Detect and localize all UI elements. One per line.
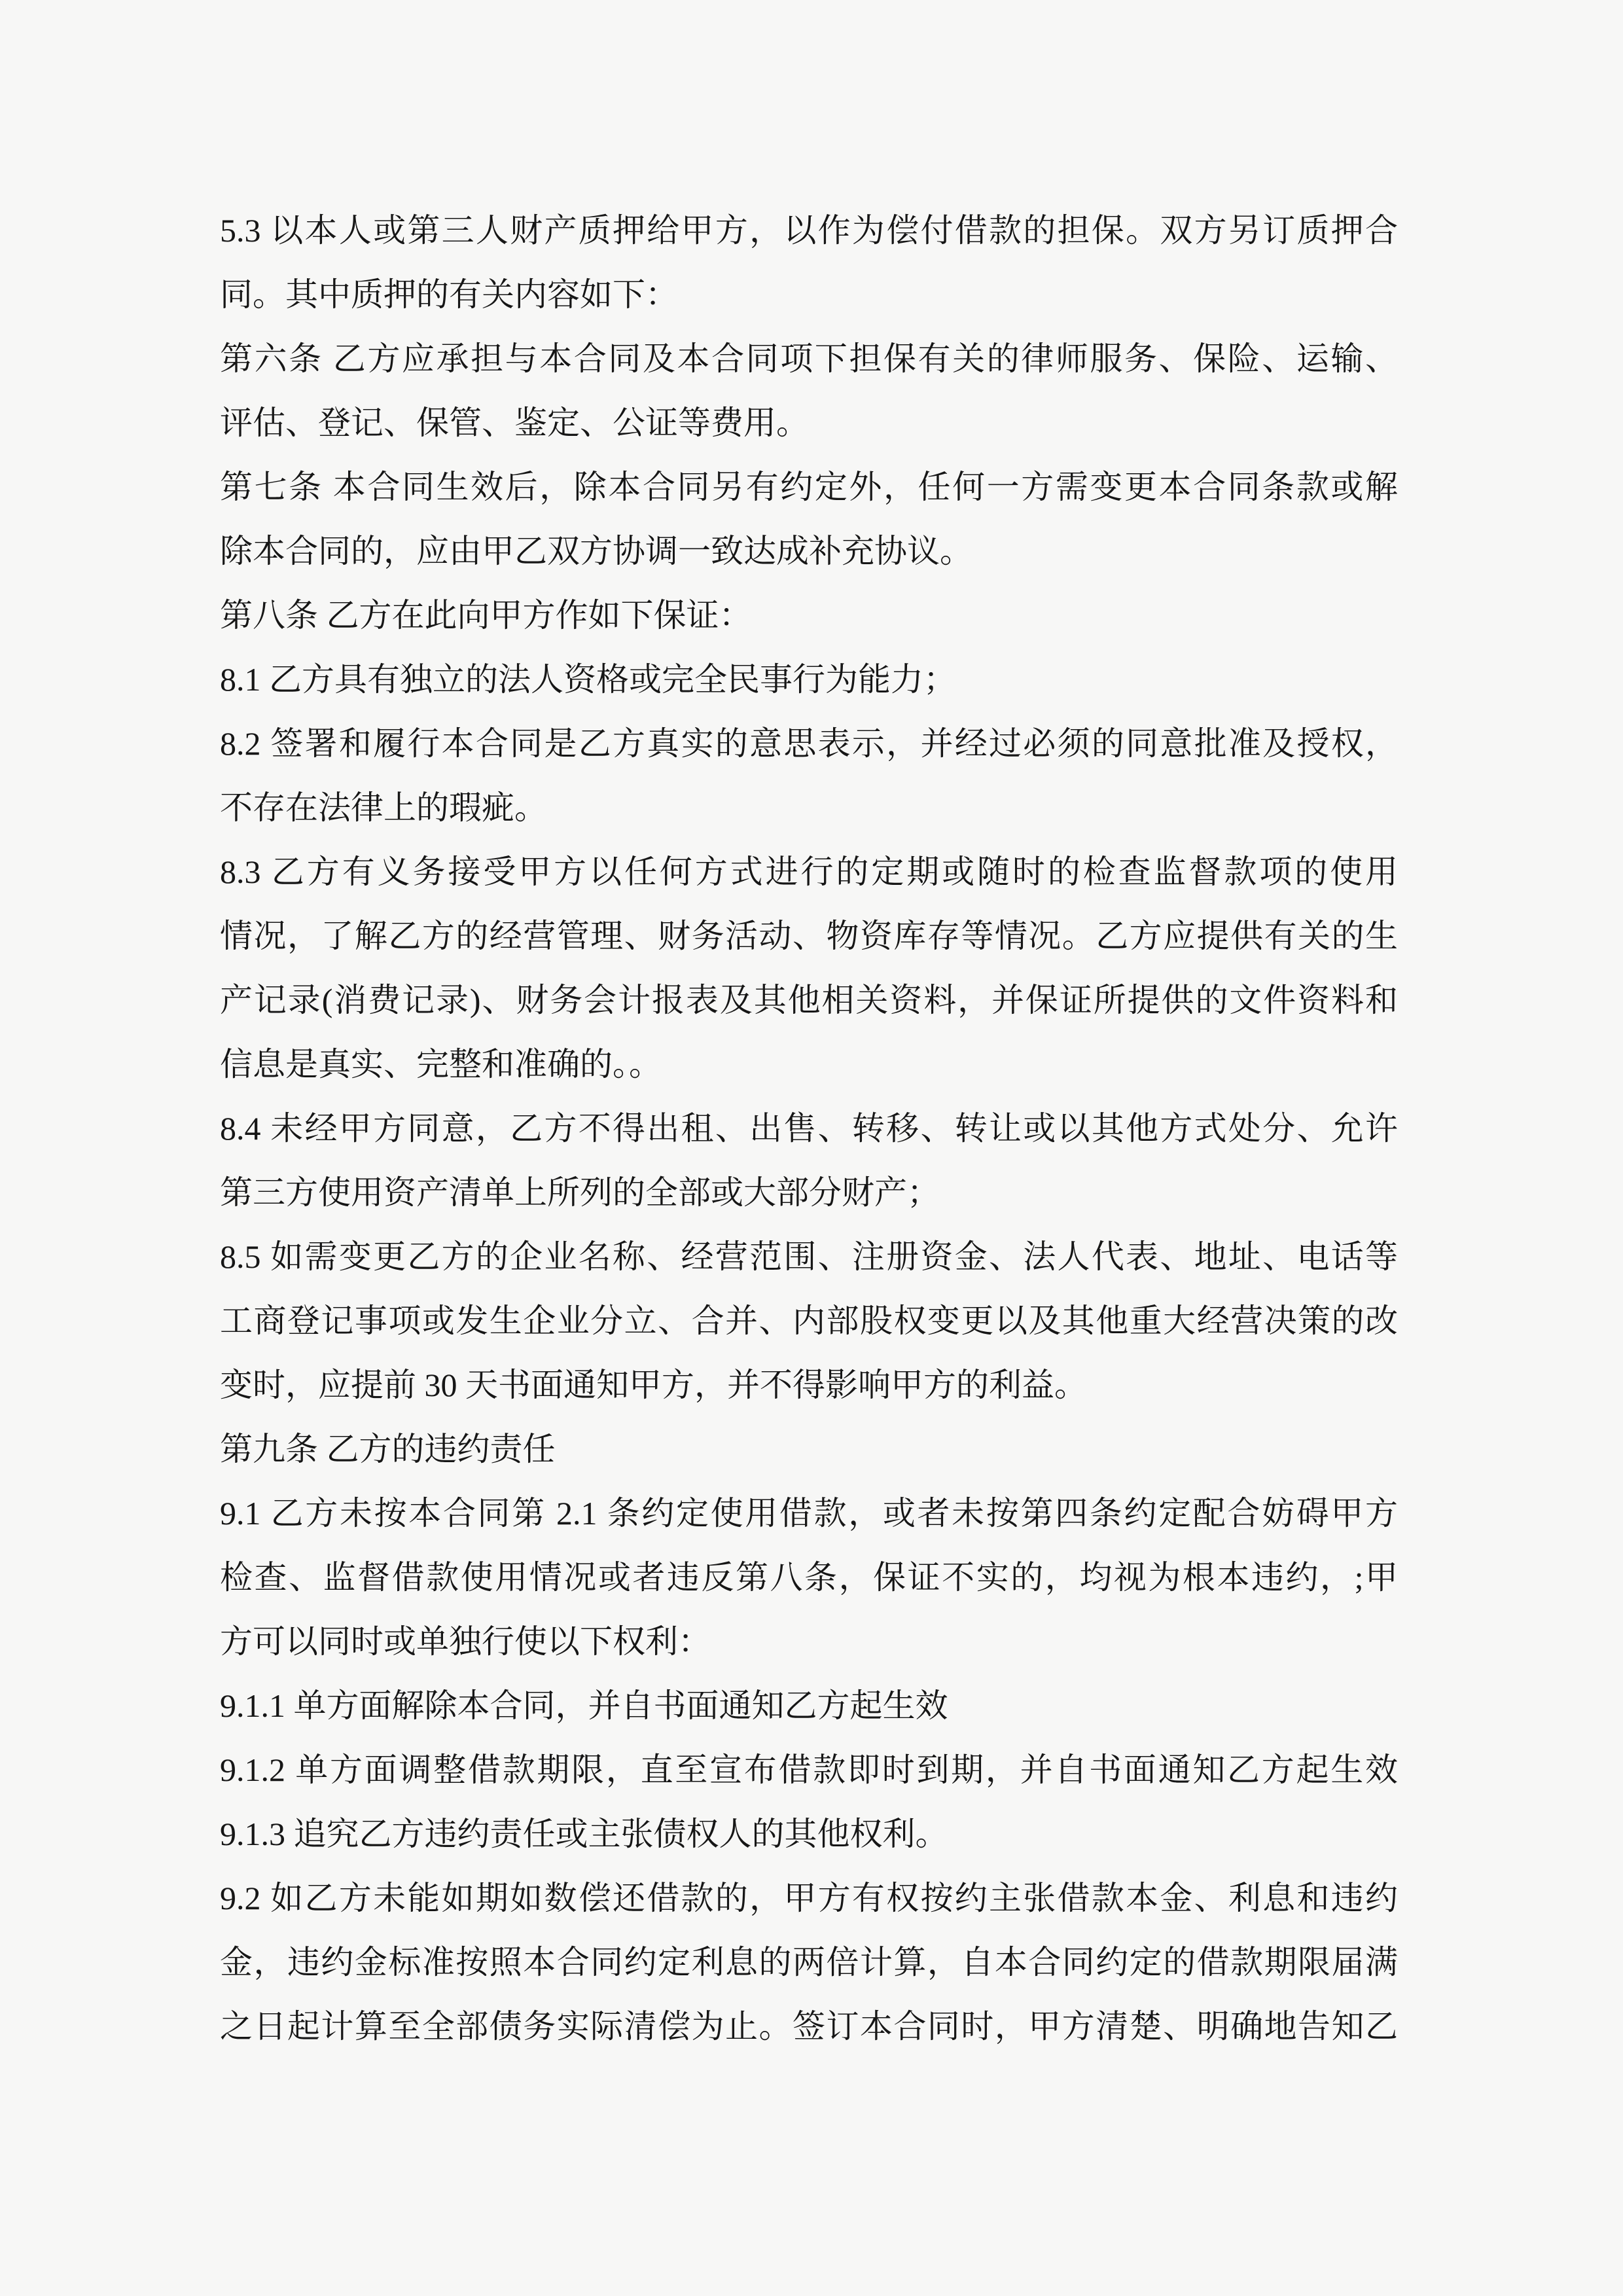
- text-line: 之日起计算至全部债务实际清偿为止。签订本合同时，甲方清楚、明确地告知乙: [220, 2008, 1398, 2045]
- text-line: 9.2 如乙方未能如期如数偿还借款的，甲方有权按约主张借款本金、利息和违约: [220, 1880, 1398, 1916]
- text-line: 金，违约金标准按照本合同约定利息的两倍计算，自本合同约定的借款期限届满: [220, 1944, 1398, 1981]
- text-line: 8.3 乙方有义务接受甲方以任何方式进行的定期或随时的检查监督款项的使用: [220, 853, 1398, 890]
- text-line: 9.1 乙方未按本合同第 2.1 条约定使用借款，或者未按第四条约定配合妨碍甲方: [220, 1495, 1398, 1532]
- text-line: 检查、监督借款使用情况或者违反第八条，保证不实的，均视为根本违约，;甲: [220, 1559, 1398, 1596]
- text-line: 8.2 签署和履行本合同是乙方真实的意思表示，并经过必须的同意批准及授权，: [220, 725, 1398, 762]
- text-line: 9.1.3 追究乙方违约责任或主张债权人的其他权利。: [220, 1816, 948, 1852]
- text-line: 8.1 乙方具有独立的法人资格或完全民事行为能力；: [220, 661, 956, 698]
- text-line: 第三方使用资产清单上所列的全部或大部分财产；: [220, 1174, 940, 1211]
- text-line: 变时，应提前 30 天书面通知甲方，并不得影响甲方的利益。: [220, 1367, 1087, 1403]
- text-line: 评估、登记、保管、鉴定、公证等费用。: [220, 404, 809, 441]
- text-line: 除本合同的，应由甲乙双方协调一致达成补充协议。: [220, 533, 972, 569]
- text-line: 信息是真实、完整和准确的。。: [220, 1046, 662, 1083]
- text-line: 5.3 以本人或第三人财产质押给甲方，以作为偿付借款的担保。双方另订质押合: [220, 212, 1398, 249]
- text-line: 同。其中质押的有关内容如下：: [220, 276, 678, 313]
- text-line: 产记录(消费记录)、财务会计报表及其他相关资料，并保证所提供的文件资料和: [220, 982, 1398, 1018]
- text-line: 第七条 本合同生效后，除本合同另有约定外，任何一方需变更本合同条款或解: [220, 469, 1398, 505]
- text-line: 8.5 如需变更乙方的企业名称、经营范围、注册资金、法人代表、地址、电话等: [220, 1238, 1398, 1275]
- text-line: 方可以同时或单独行使以下权利：: [220, 1623, 711, 1660]
- text-line: 9.1.2 单方面调整借款期限，直至宣布借款即时到期，并自书面通知乙方起生效: [220, 1751, 1398, 1788]
- text-line: 工商登记事项或发生企业分立、合并、内部股权变更以及其他重大经营决策的改: [220, 1302, 1398, 1339]
- text-line: 9.1.1 单方面解除本合同，并自书面通知乙方起生效: [220, 1687, 948, 1724]
- text-line: 不存在法律上的瑕疵。: [220, 789, 547, 826]
- text-line: 8.4 未经甲方同意，乙方不得出租、出售、转移、转让或以其他方式处分、允许: [220, 1110, 1398, 1147]
- text-line: 第六条 乙方应承担与本合同及本合同项下担保有关的律师服务、保险、运输、: [220, 340, 1398, 377]
- text-line: 第九条 乙方的违约责任: [220, 1431, 556, 1467]
- contract-text-block: [220, 198, 1398, 2058]
- text-line: 第八条 乙方在此向甲方作如下保证：: [220, 597, 752, 634]
- text-line: 情况，了解乙方的经营管理、财务活动、物资库存等情况。乙方应提供有关的生: [220, 918, 1398, 954]
